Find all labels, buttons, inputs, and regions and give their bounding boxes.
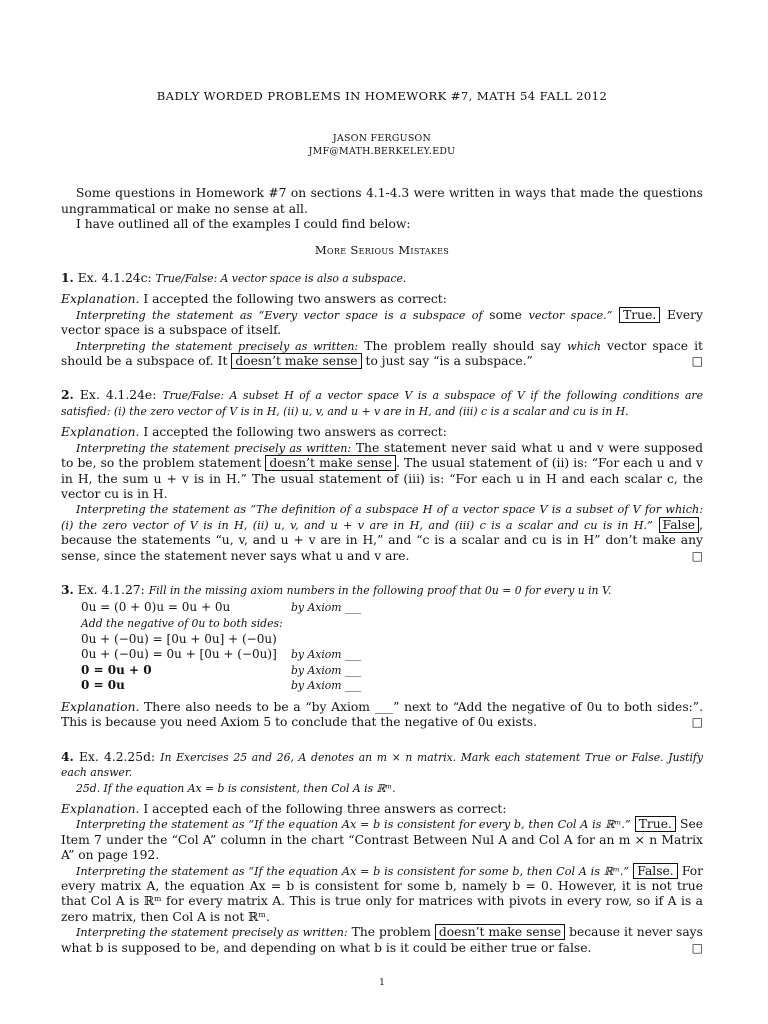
interpretation-label-cont: vector space.” <box>528 308 613 322</box>
problem-3 <box>61 582 703 731</box>
proof-justification: by Axiom ___ <box>291 663 362 677</box>
interpretation-label: Interpreting the statement as “The definition of a subspace H of a vector space V is a subset of V for which: (i) the zero vector of V is in H, (ii) u, v, and u + v are in H, and (iii) c is a scalar and cu is in H.” <box>61 503 703 532</box>
proof-justification: by Axiom ___ <box>291 648 362 662</box>
proof-steps <box>81 600 703 694</box>
interpretation-text: to just say “is a subspace.” <box>365 354 533 369</box>
interpretation-text: vector space it should be a subspace of. It <box>61 338 703 369</box>
proof-step <box>81 647 703 663</box>
author-email: JMF@MATH.BERKELEY.EDU <box>308 146 456 158</box>
interpretation-text: See Item 7 under the “Col A” column in the chart “Contrast Between Nul A and Col A for an m × n Matrix A” on page 192. <box>61 817 703 863</box>
interpretation-label: Interpreting the statement as “Every vector space is a subspace of <box>76 308 483 322</box>
explanation-label: Explanation. <box>61 425 140 440</box>
qed-symbol: □ <box>691 715 703 730</box>
problem-number: 4. <box>61 748 74 764</box>
proof-equation: 0 = 0u <box>81 678 125 693</box>
proof-step <box>81 600 703 616</box>
answer-box: False. <box>633 863 677 879</box>
interpretation-text: For every matrix A, the equation Ax = b is consistent for some b, namely b = 0. However, it is not true that Col A is ℝᵐ for every matrix A. This is true only for matrices with pivots in every row, so if A is a zero matrix, then Col A is not ℝᵐ. <box>61 863 703 924</box>
answer-box: doesn’t make sense <box>265 455 396 471</box>
interpretation-label: Interpreting the statement precisely as written: <box>76 441 352 455</box>
answer-box: True. <box>619 307 660 323</box>
proof-justification: by Axiom ___ <box>291 679 362 693</box>
answer-box: doesn’t make sense <box>435 924 565 940</box>
emphasis-text: which <box>567 339 601 353</box>
interpretation-text: , because the statements “u, v, and u + v are in H,” and “c is a scalar and cu is in H” don’t make any sense, since the statement never says what u and v are. <box>61 517 703 563</box>
explanation-text: I accepted the following two answers as correct: <box>143 425 447 440</box>
emphasis-text: some <box>489 307 522 322</box>
qed-symbol: □ <box>691 354 703 369</box>
problem-2 <box>61 387 703 563</box>
proof-step <box>81 632 703 648</box>
qed-symbol: □ <box>691 940 703 955</box>
problem-number: 1. <box>61 270 74 286</box>
exercise-ref: Ex. 4.2.25d: <box>79 749 156 764</box>
problem-number: 2. <box>61 387 74 403</box>
interpretation-label: Interpreting the statement precisely as written: <box>76 926 348 940</box>
interpretation-label: Interpreting the statement precisely as written: <box>76 339 359 353</box>
exercise-ref: Ex. 4.1.24e: <box>79 388 157 403</box>
page-title: BADLY WORDED PROBLEMS IN HOMEWORK #7, MATH 54 FALL 2012 <box>156 89 608 103</box>
problem-statement: True/False: A vector space is also a subspace. <box>155 272 407 286</box>
proof-step <box>81 616 703 632</box>
intro-paragraph-2: I have outlined all of the examples I could find below: <box>76 217 411 232</box>
proof-equation: 0 = 0u + 0 <box>81 662 152 677</box>
section-heading: More Serious Mistakes <box>314 242 450 257</box>
interpretation-text: The problem really should say <box>364 338 562 353</box>
proof-equation: 0u + (−0u) = 0u + [0u + (−0u)] <box>81 647 277 662</box>
exercise-ref: Ex. 4.1.24c: <box>77 271 152 286</box>
problem-statement: In Exercises 25 and 26, A denotes an m × n matrix. Mark each statement True or False. Justify each answer. <box>61 750 703 780</box>
proof-note: Add the negative of 0u to both sides: <box>81 616 283 630</box>
interpretation-label: Interpreting the statement as “If the equation Ax = b is consistent for some b, then Col A is ℝᵐ.” <box>76 864 630 878</box>
proof-equation: 0u = (0 + 0)u = 0u + 0u <box>81 600 231 615</box>
proof-equation: 0u + (−0u) = [0u + 0u] + (−0u) <box>81 631 277 646</box>
interpretation-text: The statement never said what u and v were supposed to be, so the problem statement <box>61 440 703 471</box>
proof-justification: by Axiom ___ <box>291 601 362 615</box>
interpretation-text: because it never says what b is supposed to be, and depending on what b is it could be either true or false. <box>61 925 703 955</box>
problem-statement: True/False: A subset H of a vector space V is a subspace of V if the following conditions are satisfied: (i) the zero vector of V is in H, (ii) u, v, and u + v are in H, and (iii) c is a scalar and cu is in H. <box>61 389 703 418</box>
page-number: 1 <box>379 978 385 988</box>
interpretation-text: . The usual statement of (ii) is: “For each u and v in H, the sum u + v is in H.” The usual statement of (iii) is: “For each u in H and each scalar c, the vector cu is in H. <box>61 456 703 501</box>
interpretation-text: The problem <box>351 925 431 940</box>
answer-box: False <box>659 517 700 533</box>
interpretation-text: Every vector space is a subspace of itself. <box>61 307 703 338</box>
document-page <box>61 0 703 988</box>
explanation-text: I accepted each of the following three answers as correct: <box>143 801 507 816</box>
explanation-label: Explanation. <box>61 801 140 816</box>
qed-symbol: □ <box>691 548 703 563</box>
proof-step <box>81 663 703 679</box>
problem-statement: Fill in the missing axiom numbers in the following proof that 0u = 0 for every u in V. <box>148 583 612 597</box>
intro-paragraph-1: Some questions in Homework #7 on sections 4.1-4.3 were written in ways that made the questions ungrammatical or make no sense at all. <box>61 186 703 216</box>
answer-box: True. <box>635 816 676 832</box>
explanation-label: Explanation. <box>61 292 140 307</box>
explanation-text: I accepted the following two answers as correct: <box>143 292 447 307</box>
explanation-label: Explanation. <box>61 699 140 714</box>
proof-step <box>81 678 703 694</box>
intro <box>61 186 703 232</box>
author-name: JASON FERGUSON <box>332 133 432 145</box>
answer-box: doesn’t make sense <box>231 353 361 369</box>
exercise-ref: Ex. 4.1.27: <box>77 582 145 597</box>
author-block <box>61 132 703 158</box>
interpretation-label: Interpreting the statement as “If the equation Ax = b is consistent for every b, then Col A is ℝᵐ.” <box>76 818 631 832</box>
problem-4 <box>61 749 703 956</box>
problem-number: 3. <box>61 581 74 597</box>
problem-1 <box>61 270 703 369</box>
problem-substatement: 25d. If the equation Ax = b is consistent, then Col A is ℝᵐ. <box>76 781 396 795</box>
explanation-text: There also needs to be a “by Axiom ___” next to “Add the negative of 0u to both sides:”. This is because you need Axiom 5 to conclude that the negative of 0u exists. <box>61 699 703 730</box>
